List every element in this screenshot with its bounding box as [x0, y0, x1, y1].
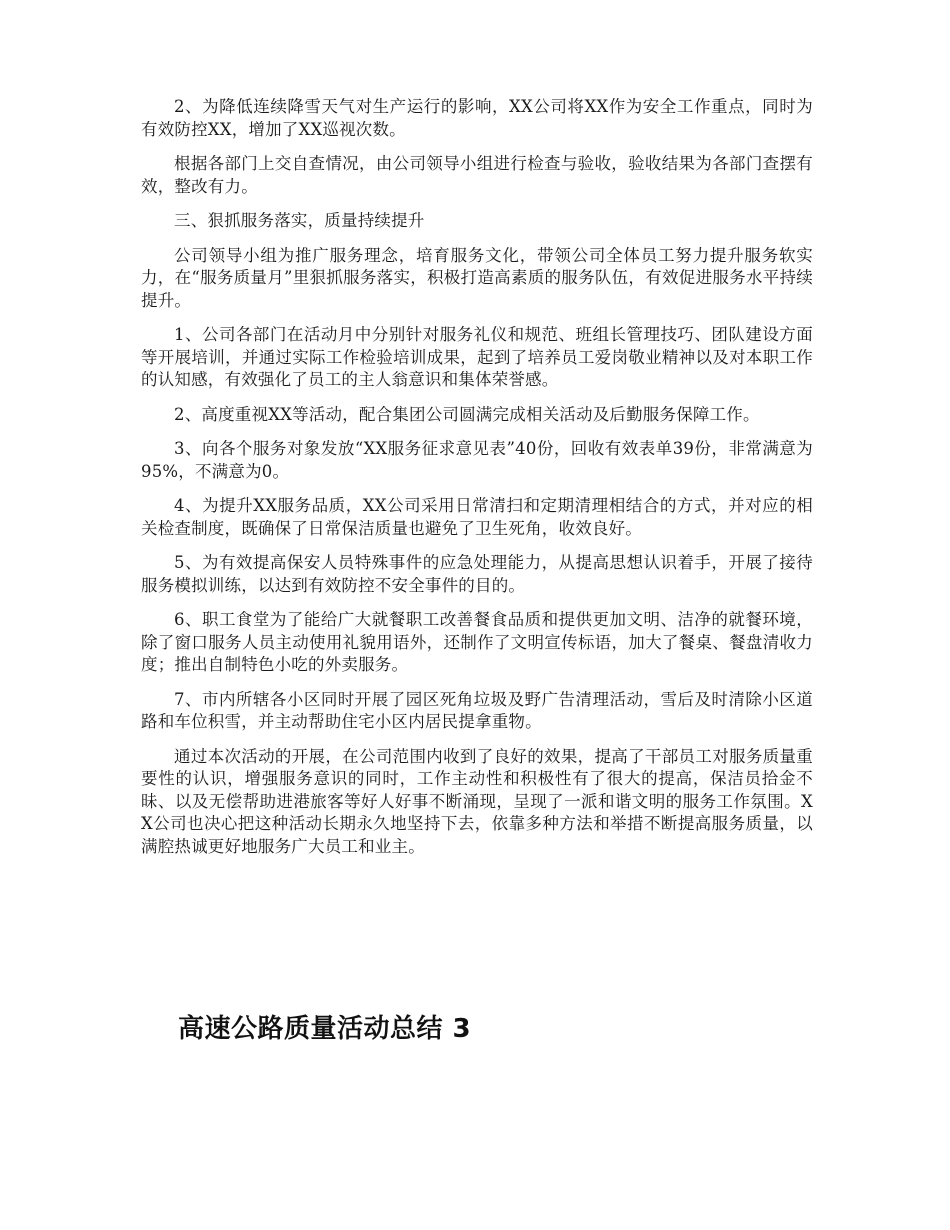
paragraph-item-5: 5、为有效提高保安人员特殊事件的应急处理能力，从提高思想认识着手，开展了接待服务模拟训练，以达到有效防控不安全事件的目的。 — [141, 553, 813, 595]
section-heading-service: 三、狠抓服务落实，质量持续提升 — [174, 211, 425, 230]
paragraph-item-4: 4、为提升XX服务品质，XX公司采用日常清扫和定期清理相结合的方式，并对应的相关检查制度，既确保了日常保洁质量也避免了卫生死角，收效良好。 — [141, 496, 813, 538]
paragraph-item-2: 2、高度重视XX等活动，配合集团公司圆满完成相关活动及后勤服务保障工作。 — [174, 404, 760, 424]
heading-block — [141, 1012, 813, 1046]
paragraph-item-6: 6、职工食堂为了能给广大就餐职工改善餐食品质和提供更加文明、洁净的就餐环境，除了窗口服务人员主动使用礼貌用语外，还制作了文明宣传标语，加大了餐桌、餐盘清收力度；推出自制特色小吃的外卖服务。 — [141, 610, 813, 674]
paragraph-item-1: 1、公司各部门在活动月中分别针对服务礼仪和规范、班组长管理技巧、团队建设方面等开展培训，并通过实际工作检验培训成果，起到了培养员工爱岗敬业精神以及对本职工作的认知感，有效强化了员工的主人翁意识和集体荣誉感。 — [141, 325, 813, 389]
document-body — [141, 96, 813, 870]
paragraph-item-7: 7、市内所辖各小区同时开展了园区死角垃圾及野广告清理活动，雪后及时清除小区道路和车位积雪，并主动帮助住宅小区内居民提拿重物。 — [141, 689, 813, 731]
paragraph-inspection-result: 根据各部门上交自查情况，由公司领导小组进行检查与验收，验收结果为各部门查摆有效，整改有力。 — [141, 154, 813, 196]
paragraph-item-3: 3、向各个服务对象发放“XX服务征求意见表”40份，回收有效表单39份，非常满意为95%，不满意为0。 — [141, 439, 813, 481]
document-heading: 高速公路质量活动总结 3 — [178, 1014, 472, 1044]
paragraph-conclusion: 通过本次活动的开展，在公司范围内收到了良好的效果，提高了干部员工对服务质量重要性的认识，增强服务意识的同时，工作主动性和积极性有了很大的提高，保洁员拾金不昧、以及无偿帮助进港旅客等好人好事不断涌现，呈现了一派和谐文明的服务工作氛围。XX公司也决心把这种活动长期永久地坚持下去，依靠多种方法和举措不断提高服务质量，以满腔热诚更好地服务广大员工和业主。 — [141, 746, 813, 856]
paragraph-safety-measures: 2、为降低连续降雪天气对生产运行的影响，XX公司将XX作为安全工作重点，同时为有效防控XX，增加了XX巡视次数。 — [141, 97, 813, 139]
paragraph-service-intro: 公司领导小组为推广服务理念，培育服务文化，带领公司全体员工努力提升服务软实力，在“服务质量月”里狠抓服务落实，积极打造高素质的服务队伍，有效促进服务水平持续提升。 — [141, 245, 813, 310]
